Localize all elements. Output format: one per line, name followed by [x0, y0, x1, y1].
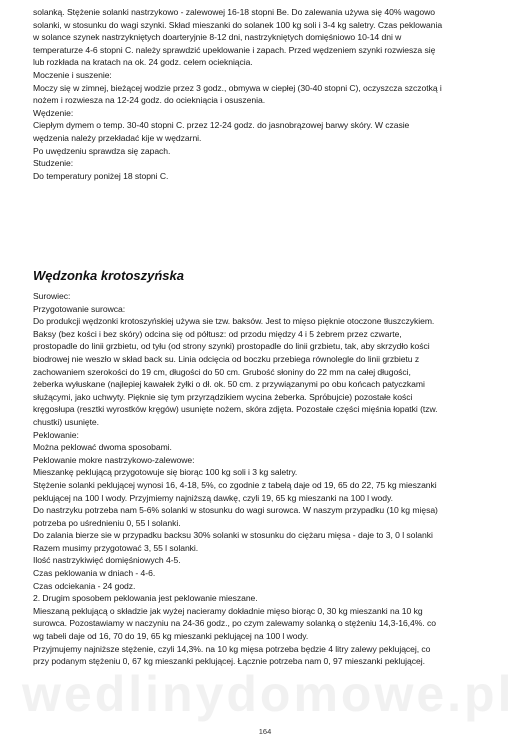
text-line: prostopadle do linii grzbietu, od tyłu (od strony szynki) prostopadle do linii grzbietu, tak, aby skrzydło kości: [33, 341, 430, 352]
text-line: chustki) usunięte.: [33, 416, 99, 427]
text-line: nożem i rozwiesza na 12-24 godz. do ociekniącia i osuszenia.: [33, 95, 266, 106]
text-line: Wędzenie:: [33, 107, 74, 118]
text-line: biodrowej nie weszło w skład back su. Linia odcięcia od boczku przebiega równolegle do linii grzbietu z: [33, 353, 420, 364]
text-line: Ilość nastrzykiwięć domięśniowych 4-5.: [33, 555, 181, 566]
text-line: peklującej na 100 l wody. Przyjmiemy najniższą dawkę, czyli 19, 65 kg mieszanki na 100 l wody.: [33, 492, 393, 503]
text-line: Moczenie i suszenie:: [33, 69, 112, 80]
continued-text-block: [33, 6, 505, 182]
text-line: Przyjmujemy najniższe stężenie, czyli 14,3%. na 10 kg mięsa potrzeba będzie 4 litry zalewy peklującej, co: [33, 643, 431, 654]
text-line: w solance szynek nastrzykniętych doarteryjnie 8-12 dni, nastrzykniętych domięśniowo 10-14 dni w: [33, 32, 402, 43]
page-number: 164: [258, 727, 272, 736]
text-line: Studzenie:: [33, 158, 74, 169]
text-line: Peklowanie mokre nastrzykowo-zalewowe:: [33, 454, 195, 465]
text-line: Przygotowanie surowca:: [33, 303, 126, 314]
text-line: surowca. Pozostawiamy w naczyniu na 24-36 godz., po czym zalewamy solanką o stężeniu 14,3-16,4%. co: [33, 618, 436, 629]
text-line: zachowaniem szerokości do 19 cm, długości do 50 cm. Grubość słoniny do 22 mm na całej długości,: [33, 366, 411, 377]
text-line: Peklowanie:: [33, 429, 79, 440]
text-line: służącymi, jako uchwyty. Pięknie się tym przyrządzikiem wycina żeberka. Sprόbujcie) pozostałe kości: [33, 391, 413, 402]
text-line: żeberka wyłuskane (najlepiej kawałek żyłki o dł. ok. 50 cm. z przywiązanymi po obu końcach patyczkami: [33, 379, 425, 390]
text-line: Mieszankę peklującą przygotowuje się biorąc 100 kg soli i 3 kg saletry.: [33, 467, 298, 478]
text-line: Do zalania bierze sie w przypadku backsu 30% solanki w stosunku do ciężaru mięsa - daje to 3, 0 l solanki: [33, 530, 433, 541]
text-line: Ciepłym dymem o temp. 30-40 stopni C. przez 12-24 godz. do jasnobrązowej barwy skóry. W czasie: [33, 120, 410, 131]
text-line: przy podanym stężeniu 0, 67 kg mieszanki peklującej. Łącznie potrzeba nam 0, 97 mieszanki peklującej.: [33, 656, 425, 667]
text-line: Razem musimy przygotować 3, 55 l solanki.: [33, 542, 199, 553]
text-line: Mieszaną peklującą o składzie jak wyżej nacieramy dokładnie mięso biorąc 0, 30 kg mieszanki na 10 kg: [33, 605, 423, 616]
text-line: solanką. Stężenie solanki nastrzykowo - zalewowej 16-18 stopni Be. Do zalewania używa się 40% wagowo: [33, 7, 435, 17]
section-heading: Wędzonka krotoszyńska: [33, 268, 184, 283]
text-line: Do nastrzyku potrzeba nam 5-6% solanki w stosunku do wagi surowca. W naszym przypadku (10 kg mięsa): [33, 505, 438, 516]
text-line: temperaturze 4-6 stopni C. należy sprawdzić upeklowanie i zapach. Przed wędzeniem szynki rozwiesza się: [33, 44, 436, 55]
text-line: kręgosłupa (resztki wyrostków kręgów) usunięte nożem, skóra zdjęta. Pozostałe części mięśnia łopatki (tzw.: [33, 404, 438, 415]
text-line: solanki, w stosunku do wagi szynki. Skład mieszanki do solanek 100 kg soli i 3-4 kg saletry. Czas peklowania: [33, 19, 443, 30]
text-line: Moczy się w zimnej, bieżącej wodzie przez 3 godz., obmywa w ciepłej (30-40 stopni C), oczyszcza szczotką i: [33, 82, 442, 93]
text-line: Do temperatury poniżej 18 stopni C.: [33, 170, 169, 181]
recipe-text-block: [33, 290, 505, 668]
text-line: 2. Drugim sposobem peklowania jest peklowanie mieszane.: [33, 593, 258, 604]
text-line: wędzenia należy przekładać kije w wędzarni.: [33, 132, 202, 143]
site-watermark: wedlinydomowe.pl: [22, 666, 515, 722]
text-line: Po uwędzeniu sprawdza się zapach.: [33, 145, 171, 156]
text-line: Czas peklowania w dniach - 4-6.: [33, 568, 156, 579]
text-line: Można peklować dwoma sposobami.: [33, 442, 172, 453]
text-line: wg tabeli daje od 16, 70 do 19, 65 kg mieszanki peklującej na 100 l wody.: [33, 631, 309, 642]
text-line: Do produkcji wędzonki krotoszyńskiej używa sie tzw. baksów. Jest to mięso pięknie otoczone tłuszczykiem.: [33, 316, 435, 327]
text-line: Surowiec:: [33, 291, 71, 301]
text-line: potrzeba po uśrednieniu 0, 55 l solanki.: [33, 517, 181, 528]
text-line: Baksy (bez kości i bez skóry) odcina się od półtusz: od przodu między 4 i 5 żebrem przez czwarte,: [33, 328, 402, 339]
text-line: Stężenie solanki peklującej wynosi 16, 4-18, 5%, co zgodnie z tabelą daje od 19, 65 do 22, 75 kg mieszanki: [33, 479, 437, 490]
text-line: lub rozkłada na kratach na ok. 24 godz. celem ociekniącia.: [33, 57, 253, 68]
text-line: Czas odciekania - 24 godz.: [33, 580, 136, 591]
